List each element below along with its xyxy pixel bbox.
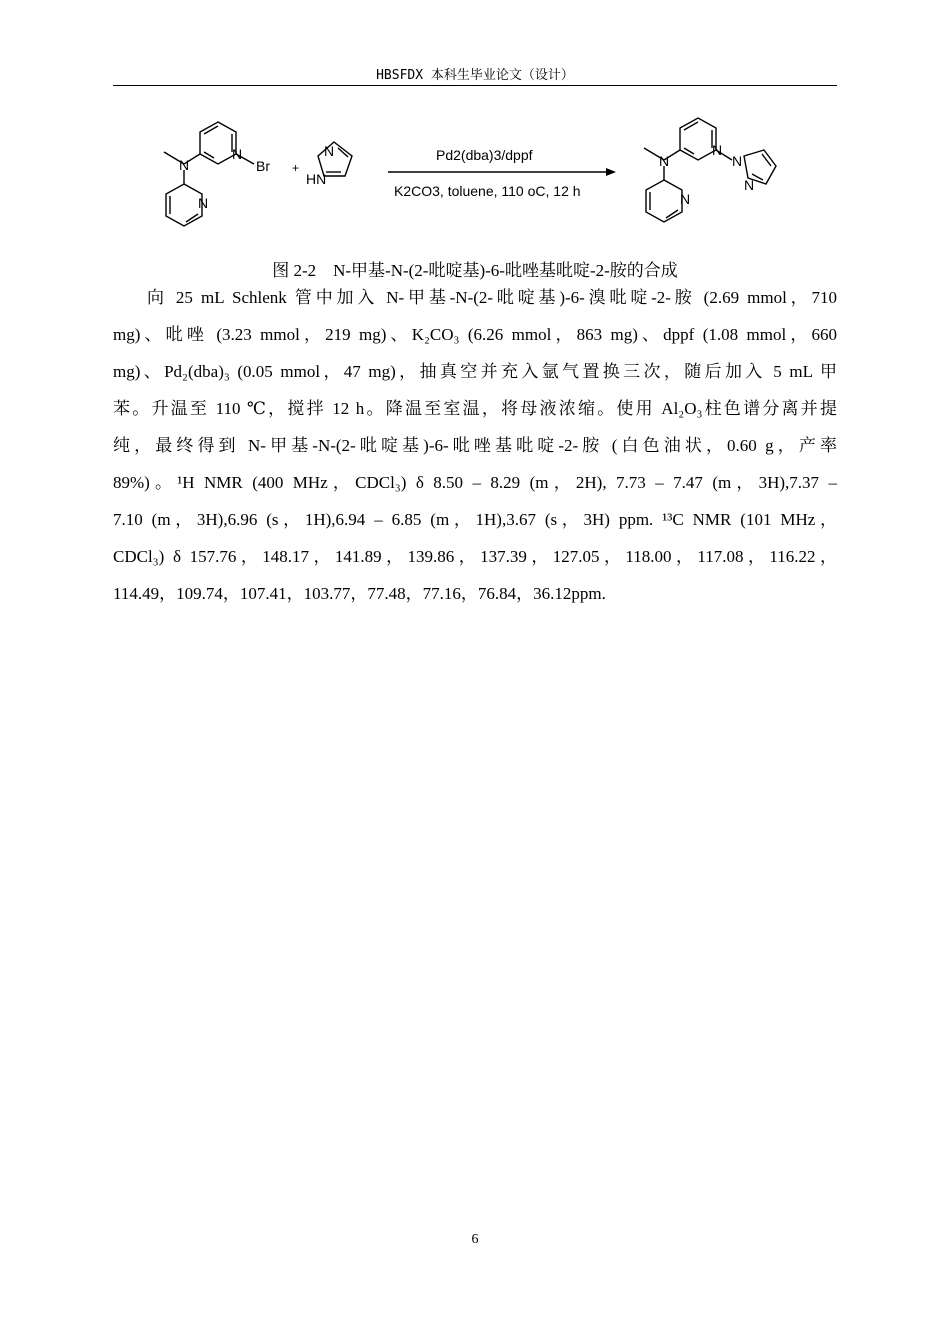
product-pyridine-ring-b — [646, 180, 682, 222]
atom-label: N — [744, 177, 755, 193]
paragraph-line: mg)、吡唑 (3.23 mmol，219 mg)、K₂CO₃ (6.26 mmol，863 mg)、dppf (1.08 mmol，660 — [113, 325, 837, 344]
reactant-pyridine-ring-a — [200, 122, 236, 164]
product-pyridine-ring-a — [680, 118, 716, 160]
paragraph-line: 纯，最终得到 N-甲基-N-(2-吡啶基)-6-吡唑基吡啶-2-胺 (白色油状，0.60 g，产率 — [113, 436, 837, 455]
atom-label: N — [324, 143, 335, 159]
atom-label: N — [659, 153, 670, 169]
paragraph-line: mg)、Pd₂(dba)₃ (0.05 mmol，47 mg)，抽真空并充入氩气置换三次，随后加入 5 mL 甲 — [113, 362, 837, 381]
atom-label: N — [680, 191, 691, 207]
atom-label: N — [732, 153, 743, 169]
reactant-pyridine-ring-b — [166, 184, 202, 226]
reaction-scheme — [140, 104, 820, 252]
atom-label: N — [712, 142, 723, 158]
paragraph-line: 苯。升温至 110 ℃，搅拌 12 h。降温至室温，将母液浓缩。使用 Al₂O₃柱色谱分离并提 — [113, 399, 837, 418]
paragraph-line: CDCl₃) δ 157.76，148.17，141.89，139.86，137.39，127.05，118.00，117.08，116.22， — [113, 547, 837, 566]
paragraph-line: 7.10 (m，3H),6.96 (s，1H),6.94 – 6.85 (m，1H),3.67 (s，3H) ppm. ¹³C NMR (101 MHz， — [113, 510, 837, 529]
page-number: 6 — [471, 1232, 479, 1247]
atom-label: N — [232, 146, 243, 162]
paragraph-line: 114.49，109.74，107.41，103.77，77.48，77.16，76.84，36.12ppm. — [113, 584, 606, 603]
reagent-above: Pd2(dba)3/dppf — [436, 147, 533, 163]
atom-label: N — [198, 195, 209, 211]
paragraph-line: 89%)。¹H NMR (400 MHz，CDCl₃) δ 8.50 – 8.29 (m，2H), 7.73 – 7.47 (m，3H),7.37 – — [113, 473, 837, 492]
experimental-paragraph — [113, 279, 837, 612]
paragraph-line: 向 25 mL Schlenk 管中加入 N-甲基-N-(2-吡啶基)-6-溴吡啶-2-胺 (2.69 mmol，710 — [147, 288, 837, 307]
reagent-below: K2CO3, toluene, 110 oC, 12 h — [394, 183, 581, 199]
running-header: HBSFDX 本科生毕业论文（设计） — [376, 68, 574, 83]
plus-sign: + — [292, 161, 300, 175]
atom-label: Br — [256, 158, 270, 174]
atom-label: HN — [306, 171, 327, 187]
reaction-scheme-drawing — [140, 104, 820, 252]
atom-label: N — [179, 157, 190, 173]
header-rule — [113, 85, 837, 86]
figure-caption: 图 2-2 N-甲基-N-(2-吡啶基)-6-吡唑基吡啶-2-胺的合成 — [272, 261, 678, 280]
